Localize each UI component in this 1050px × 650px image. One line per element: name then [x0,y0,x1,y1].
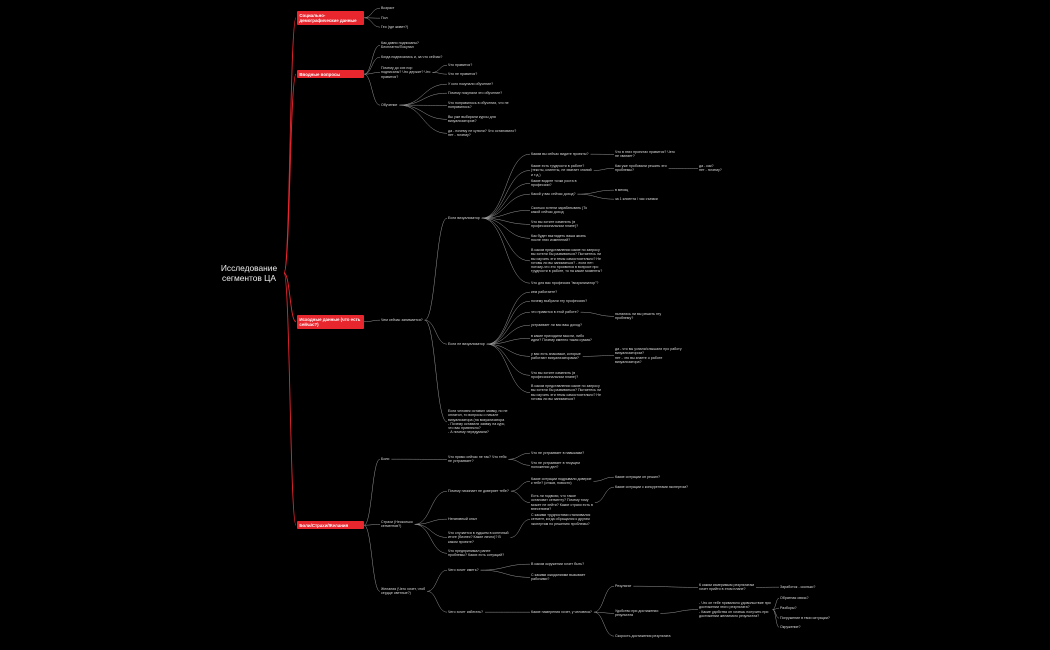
node-skills-issue[interactable]: Что не устраивает в навыками? [531,451,585,455]
node-convenience[interactable]: Удобство при достижении результата [615,609,659,618]
branch-intro-questions[interactable]: Вводные вопросы [297,70,364,78]
node-nv-tried-solve[interactable]: пытались ли вы решить эту проблему? [615,312,662,321]
node-negative-experience[interactable]: Негативный опыт [448,517,478,521]
connector-line [508,453,530,459]
node-nv-acq-yes-no[interactable]: да - что вы узнали/слышали про работу визуализатором? нет - что вы знаете о работе визуализатора? [615,347,682,364]
connector-line [425,218,447,320]
node-current-occupation[interactable]: Чем сейчас занимается? [381,318,423,322]
branch-pains-fears-desires[interactable]: Боли/Страхи/Желания [297,521,364,529]
node-v-growth[interactable]: Какие видите точки роста в профессии? [531,179,577,188]
node-v-income-client[interactable]: за 1 клиента / час съемки [615,197,658,201]
node-pitfalls[interactable]: Есть ли подвохи, что такое остановит сегменту? Почему тому может не хейти? Какие страхи есть в внесением? [531,494,593,511]
node-distrust-situations[interactable]: Какие ситуации подрывали доверие к тебе? (отзыв, новости) [531,477,592,486]
connector-line [364,8,380,18]
node-left-request[interactable]: Если человек оставил заявку, но не оплатил, то вопросы о начале визуализатора (на визуализатора - Почему оставили заявку на курс, что вас привлекло? - А почему передумали? [448,409,508,435]
connector-line [399,105,447,133]
node-immersion[interactable]: Погружение в твои ситуации? [780,616,830,620]
node-current-state-issue[interactable]: Что не устраивает в текущем положении дел? [531,461,580,470]
node-dislikes[interactable]: Что не нравится? [448,72,478,76]
node-what-wrong[interactable]: Что прямо сейчас не так? Что тебя не устраивает? [448,455,507,464]
node-edu-why-not[interactable]: да - почему не купили? Что остановило? нет - почему? [448,129,517,138]
node-gender[interactable]: Пол [381,16,388,20]
node-distrust[interactable]: Почему начинает не доверяет тебе? [448,489,509,493]
node-competitors[interactable]: Какие ситуации с конкурентами экспертом? [615,485,688,489]
node-education[interactable]: Обучение [381,103,398,107]
node-nv-change[interactable]: Что вы хотите изменить (в профессиональном плане)? [531,371,579,380]
node-surroundings[interactable]: Окружение? [780,625,801,629]
node-reviews[interactable]: Разборы? [780,606,797,610]
node-result[interactable]: Результат [615,584,632,588]
node-edu-chosen-before[interactable]: Вы уже выбирали курсы для визуализаторов? [448,115,496,124]
connector-line [284,273,296,525]
node-v-income-month[interactable]: в месяц [615,188,629,192]
connector-line [595,487,614,502]
connector-line [425,320,447,422]
branch-socio-demographic[interactable]: Социально-демографические данные [297,11,364,25]
connector-line [487,312,530,344]
connector-line [594,586,614,612]
connector-line [511,491,530,502]
node-v-difficulties[interactable]: Какие есть трудности в работе? (тексты, клиенты, не хватает знаний и т.д.) [531,164,592,177]
connector-line [364,320,380,322]
connector-line [594,168,614,170]
node-nv-topics[interactable]: В каком представлении какие по запросу вы хотели бы развиваться? Пытаетесь ли вы изучить эти темы самостоятельно? Не готовы ли вы заниматься? [531,384,602,401]
branch-current-data[interactable]: Исходные данные (что есть сейчас?) [297,315,364,329]
node-earnings[interactable]: Заработок - сколько? [780,585,816,589]
node-feedback[interactable]: Обратная связь? [780,596,809,600]
connector-line [487,344,530,375]
node-worst-case[interactable]: Что случается в худшем в конечный итоге (бизнес? Какие лично)? В каком проекте? [448,531,509,544]
node-if-not-visualizer[interactable]: Если не визуализатор [448,342,485,346]
node-want-have[interactable]: Чего хочет иметь? [448,568,479,572]
node-subscribed-since[interactable]: Как давно подписаны? Бесплатно/Покупал [381,41,419,50]
root-node[interactable]: Исследование сегментов ЦА [220,263,278,283]
node-geo[interactable]: Гео (где живет?) [381,25,409,29]
node-likes[interactable]: Что нравится? [448,63,473,67]
connector-line [773,610,779,619]
connector-line [487,301,530,344]
connector-line [432,65,447,72]
node-age[interactable]: Возраст [381,6,395,10]
node-v-projects[interactable]: Каким вы сейчас видите проекты? [531,152,589,156]
connector-line [364,45,380,74]
connector-line [364,524,380,525]
connector-line [482,183,530,218]
connector-line [487,292,530,344]
node-v-profession-meaning[interactable]: Что для вас профессия "визуализатор"? [531,281,599,285]
node-other-experts[interactable]: С какими трудностями сталкивался сегмент, когда обращался к другим экспертам по решению проблемы? [531,513,591,526]
node-intentions[interactable]: Какие намерения хочет, у человека? [531,610,592,614]
connector-line [364,459,380,525]
node-environment[interactable]: В каком окружении хочет быть? [531,562,585,566]
node-earlier-actions[interactable]: Что предпринимал ранее проблемы? Каких есть ситуаций? [448,549,505,558]
connector-line [482,154,530,218]
node-v-projects-likes[interactable]: Что в этих проектах нравится? Чего не хватает? [615,150,675,159]
node-measurable-results[interactable]: К каким измеримым результатам хочет прийти в этом плане? [699,583,754,592]
node-v-change[interactable]: Что вы хотите изменить (в профессиональном плане)? [531,220,579,229]
connector-line [508,459,530,465]
node-pains[interactable]: Боли [381,457,390,461]
node-nv-likes[interactable]: что нравится в этой работе? [531,310,579,314]
node-convenience-details[interactable]: - Что он тебе привалило удовольствие при достижении этого результата? - Какие удобства он хочешь получить при достижении желаемого результата? [699,601,771,618]
connector-line [773,598,779,609]
connector-line [399,84,447,105]
node-v-life-after[interactable]: Как будет выглядеть ваша жизнь после этих изменений? [531,234,586,243]
node-v-income[interactable]: Какой у вас сейчас доход? [531,192,576,196]
node-if-visualizer[interactable]: Если визуализатор [448,216,480,220]
connector-line [593,477,614,481]
node-nv-ideas[interactable]: в какие приходили мысли, либо идеи? Почему именно такая сумма? [531,334,592,343]
node-nv-job[interactable]: кем работаете? [531,290,558,294]
node-v-desired-income[interactable]: Сколько хотели зарабатывать (То какой сейчас доход [531,206,588,215]
node-v-tried-yes-no[interactable]: да - как? нет - почему? [699,164,722,173]
node-nv-income-ok[interactable]: устраивает ли вас ваш доход? [531,323,582,327]
connector-line [487,344,530,392]
node-nv-why-profession[interactable]: почему выбрали эту профессию? [531,299,588,303]
connector-line [364,74,380,105]
connector-line [364,18,380,27]
node-why-subscribed[interactable]: Почему до сих пор подписаны? Что держит? Что нравится? [381,66,431,79]
node-speed[interactable]: Скорость достижения результата [615,634,671,638]
node-desires[interactable]: Желания (Чего хочет, чтоб сердце светлые?) [381,587,426,596]
node-edu-from-whom[interactable]: У кого покупали обучение? [448,82,494,86]
connector-line [482,170,530,218]
connector-line [773,610,779,628]
node-v-topics[interactable]: В каком представлении какие по запросу вы хотели бы развиваться? Пытаетесь ли вы изучить эти темы самостоятельно? Не готовы ли вы заниматься? - если нет: потому-что это проявится в вопросе про трудности в работе, то на какие моменты? [531,248,603,274]
node-edu-why[interactable]: Почему покупали это обучение? [448,91,503,95]
connector-line [284,74,296,273]
connector-line [364,525,380,591]
node-edu-likes[interactable]: Что понравилось в обучении, что не понравилось? [448,101,509,110]
connector-line [511,481,530,491]
node-want-avoid[interactable]: Чего хочет избегать? [448,610,483,614]
node-nv-acquaintances[interactable]: у вас есть знакомые, которые работают визуализаторами? [531,352,581,361]
node-expectations[interactable]: С какими ожиданиями вызывает рабочими? [531,573,586,582]
connector-line [284,18,296,273]
node-solved-situations[interactable]: Какие ситуации он решил? [615,475,660,479]
node-v-tried-solve[interactable]: Как уже пробовали решить эти проблемы? [615,164,667,173]
connector-line [594,612,614,636]
connector-line [415,524,447,553]
connector-line [432,72,447,74]
connector-line [510,519,530,537]
connector-line [482,218,530,261]
connector-line [482,194,530,218]
node-when-subscribed[interactable]: Когда подписались и, за что сейчас? [381,55,443,59]
node-fears[interactable]: Страхи (Несколько сегментов?) [381,520,413,529]
